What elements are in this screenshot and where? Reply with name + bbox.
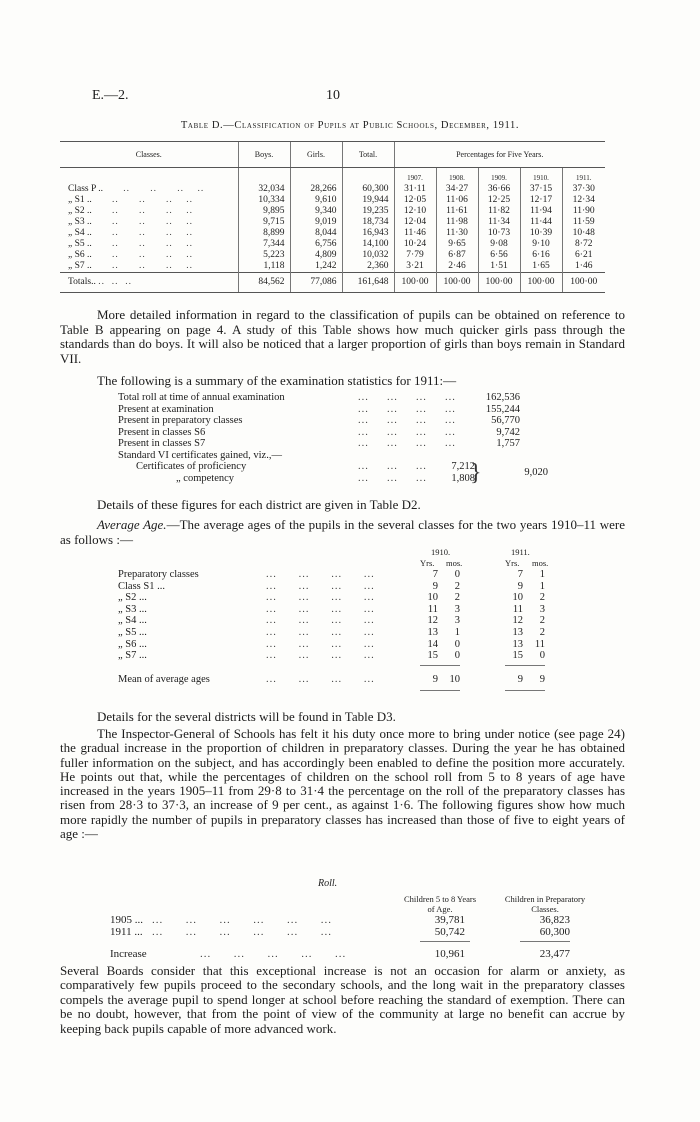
- age-row: Class S1 ... ... ... ... ... 9 2 9 1: [118, 580, 545, 592]
- class-label: „ S2 .. .. .. .. ..: [68, 205, 193, 216]
- age-value: 11: [427, 603, 438, 615]
- table-row: [60, 217, 605, 228]
- age-class-label: „ S4 ...: [118, 615, 147, 627]
- year-label: 1911.: [562, 168, 605, 184]
- class-label: „ S3 .. .. .. .. ..: [68, 216, 193, 227]
- percentage-value: 37·15: [520, 184, 562, 195]
- roll-children: 50,742: [434, 926, 465, 938]
- percentage-value: 11·90: [562, 206, 605, 217]
- certificates-total: 9,020: [524, 467, 548, 478]
- age-class-label: „ S6 ...: [118, 638, 147, 650]
- percentage-value: 10·48: [562, 228, 605, 239]
- roll-preparatory: 36,823: [539, 914, 570, 926]
- age-row: „ S6 ... ... ... ... ... 14 0 13 11: [118, 638, 545, 650]
- summary-row: Present in classes S6 ... ... ... ... 9,742: [118, 426, 520, 438]
- roll-row: 1911 ... ... ... ... ... ... ... 50,742 60,300: [110, 926, 570, 938]
- class-name: „ S1 ..: [68, 194, 92, 205]
- unit-mos: mos.: [532, 558, 549, 568]
- girls-value: 6,756: [290, 239, 342, 250]
- percentage-value: 11·82: [478, 206, 520, 217]
- age-class-label: „ S7 ...: [118, 650, 147, 662]
- unit-mos: mos.: [446, 558, 463, 568]
- age-row: „ S2 ... ... ... ... ... 10 2 10 2: [118, 592, 545, 604]
- age-value: 14: [427, 638, 438, 650]
- girls-value: 8,044: [290, 228, 342, 239]
- boys-value: 32,034: [238, 184, 290, 195]
- boys-value: 8,899: [238, 228, 290, 239]
- summary-value: 56,770: [491, 415, 520, 426]
- total-value: 60,300: [342, 184, 394, 195]
- class-label: „ S5 .. .. .. .. ..: [68, 238, 193, 249]
- percentage-value: 2·46: [436, 261, 478, 273]
- class-name: „ S7 ..: [68, 260, 92, 271]
- percentage-value: 11·59: [562, 217, 605, 228]
- age-value: 13: [512, 638, 523, 650]
- col-classes: Classes.: [60, 142, 238, 168]
- table-header-row: [60, 142, 605, 168]
- age-value: 2: [539, 626, 545, 638]
- totals-pct: 100·00: [394, 272, 436, 292]
- roll-col-children: Children 5 to 8 Years of Age.: [403, 894, 476, 914]
- girls-value: 28,266: [290, 184, 342, 195]
- percentage-value: 11·06: [436, 195, 478, 206]
- mean-value: 9: [432, 674, 438, 685]
- age-class-label: Preparatory classes: [118, 569, 199, 580]
- totals-pct: 100·00: [520, 272, 562, 292]
- percentage-value: 12·25: [478, 195, 520, 206]
- age-class-label: Class S1 ...: [118, 580, 165, 592]
- age-row: „ S4 ... ... ... ... ... 12 3 12 2: [118, 615, 545, 627]
- age-row: „ S7 ... ... ... ... ... 15 0 15 0: [118, 650, 545, 662]
- totals-girls: 77,086: [290, 272, 342, 292]
- report-reference: E.—2.: [92, 88, 129, 103]
- total-value: 2,360: [342, 261, 394, 273]
- year-label: 1910.: [520, 168, 562, 184]
- percentage-value: 11·61: [436, 206, 478, 217]
- percentage-value: 11·44: [520, 217, 562, 228]
- age-value: 2: [454, 592, 460, 604]
- col-percentages: Percentages for Five Years.: [394, 142, 605, 168]
- examination-summary: Total roll at time of annual examination ... ... ... ... 162,536 Present at examination ... ... ... ... 155,244 Present in preparatory classes ... ... ... ... 56,770 Present in classes S6 ... ... ... ... 9,742 Present in classes S7 ... ... ... ... 1,757 Standard VI certificates gained, viz.,— Certificates of proficiency ... ... ... 7,212 „ competency ... ... ... 1,808 } 9,020: [118, 392, 558, 484]
- summary-label: Present in classes S6: [118, 426, 206, 438]
- paragraph-classification: More detailed information in regard to the classification of pupils can be obtained on reference to Table B appearing on page 4. A study of this Table shows how much quicker girls pass through the standards than do boys. It will also be noticed that a larger proportion of girls than boys remain in Standard VII.: [60, 307, 625, 366]
- col-boys: Boys.: [238, 142, 290, 168]
- col-total: Total.: [342, 142, 394, 168]
- percentage-value: 1·51: [478, 261, 520, 273]
- summary-label: Present at examination: [118, 403, 214, 415]
- year-label: 1907.: [394, 168, 436, 184]
- age-value: 3: [539, 603, 545, 615]
- percentage-value: 6·87: [436, 250, 478, 261]
- summary-row: Total roll at time of annual examination ... ... ... ... 162,536: [118, 392, 520, 403]
- increase-row: Increase ... ... ... ... ... 10,961 23,477: [110, 948, 570, 960]
- percentage-value: 11·34: [478, 217, 520, 228]
- age-value: 13: [427, 626, 438, 638]
- table-row: [60, 206, 605, 217]
- year-label: 1908.: [436, 168, 478, 184]
- summary-intro: The following is a summary of the examination statistics for 1911:—: [97, 373, 457, 388]
- percentage-value: 3·21: [394, 261, 436, 273]
- summary-value: 155,244: [485, 403, 520, 415]
- percentage-value: 11·30: [436, 228, 478, 239]
- mean-age-row: Mean of average ages ... ... ... ... 9 10 9 9: [118, 674, 545, 685]
- girls-value: 1,242: [290, 261, 342, 273]
- boys-value: 9,715: [238, 217, 290, 228]
- age-value: 0: [454, 638, 460, 650]
- year-label: 1909.: [478, 168, 520, 184]
- mean-age-label: Mean of average ages: [118, 674, 210, 685]
- percentage-value: 7·79: [394, 250, 436, 261]
- table-caption: Table D.—Classification of Pupils at Public Schools, December, 1911.: [180, 120, 520, 131]
- percentage-value: 6·16: [520, 250, 562, 261]
- summary-row: Present in preparatory classes ... ... ... ... 56,770: [118, 415, 520, 426]
- mean-value: 9: [517, 674, 523, 685]
- percentage-value: 10·39: [520, 228, 562, 239]
- table-row: [60, 195, 605, 206]
- age-value: 1: [539, 569, 545, 580]
- paragraph-d3: Details for the several districts will be found in Table D3.: [97, 709, 396, 724]
- summary-value: 9,742: [496, 426, 520, 438]
- total-value: 10,032: [342, 250, 394, 261]
- proficiency-value: 7,212: [451, 461, 475, 472]
- percentage-value: 36·66: [478, 184, 520, 195]
- total-value: 14,100: [342, 239, 394, 250]
- roll-preparatory: 60,300: [539, 926, 570, 938]
- percentage-value: 11·46: [394, 228, 436, 239]
- age-value: 10: [427, 592, 438, 604]
- paragraph-boards: Several Boards consider that this exceptional increase is not an occasion for alarm or anxiety, as comparatively few pupils proceed to the secondary schools, and the long wait in the preparatory classes compels the average pupil to spend longer at school before reaching the standard of exemption. There can be no doubt, however, that from the point of view of the community at large no benefit can accrue by keeping back pupils capable of more advanced work.: [60, 963, 625, 1036]
- class-name: „ S5 ..: [68, 238, 92, 249]
- age-value: 2: [454, 580, 460, 592]
- roll-row: 1905 ... ... ... ... ... ... ... 39,781 36,823: [110, 914, 570, 926]
- boys-value: 5,223: [238, 250, 290, 261]
- percentage-value: 12·34: [562, 195, 605, 206]
- class-name: „ S6 ..: [68, 249, 92, 260]
- table-row: [60, 239, 605, 250]
- competency-row: „ competency ... ... ... 1,808: [176, 472, 475, 484]
- page-header: [92, 88, 572, 108]
- table-row: [60, 261, 605, 273]
- age-value: 11: [512, 603, 523, 615]
- percentage-value: 10·73: [478, 228, 520, 239]
- percentage-value: 12·17: [520, 195, 562, 206]
- totals-row: Totals.. .. .. .. 84,562 77,086 161,648 100·00 100·00 100·00 100·00 100·00: [60, 272, 605, 292]
- age-value: 12: [512, 615, 523, 627]
- mean-value: 10: [449, 674, 460, 685]
- percentage-value: 1·46: [562, 261, 605, 273]
- age-value: 15: [427, 650, 438, 662]
- roll-year: 1911 ...: [110, 926, 143, 938]
- total-value: 16,943: [342, 228, 394, 239]
- summary-row: Present at examination ... ... ... ... 155,244: [118, 403, 520, 415]
- certificates-heading-row: [118, 450, 558, 462]
- paragraph-average-age: [60, 518, 625, 547]
- summary-label: Total roll at time of annual examination: [118, 392, 285, 403]
- competency-value: 1,808: [451, 472, 475, 484]
- percentage-value: 10·24: [394, 239, 436, 250]
- summary-value: 1,757: [496, 438, 520, 449]
- class-name: „ S3 ..: [68, 216, 92, 227]
- percentage-value: 6·21: [562, 250, 605, 261]
- page-number: 10: [326, 88, 340, 103]
- age-row: „ S3 ... ... ... ... ... 11 3 11 3: [118, 603, 545, 615]
- competency-label: „ competency: [176, 472, 235, 484]
- age-value: 9: [517, 580, 523, 592]
- total-value: 19,944: [342, 195, 394, 206]
- col-girls: Girls.: [290, 142, 342, 168]
- paragraph-d2: Details of these figures for each district are given in Table D2.: [97, 497, 421, 512]
- percentage-value: 12·10: [394, 206, 436, 217]
- class-label: „ S1 .. .. .. .. ..: [68, 194, 193, 205]
- table-row: [60, 184, 605, 195]
- age-class-label: „ S5 ...: [118, 626, 147, 638]
- roll-children: 39,781: [434, 914, 465, 926]
- summary-label: Present in classes S7: [118, 438, 206, 449]
- boys-value: 7,344: [238, 239, 290, 250]
- age-value: 0: [454, 650, 460, 662]
- class-name: Class P ..: [68, 183, 104, 194]
- year-1910: 1910.: [431, 547, 451, 557]
- age-value: 10: [512, 592, 523, 604]
- girls-value: 9,019: [290, 217, 342, 228]
- roll-year: 1905 ...: [110, 914, 143, 926]
- percentage-value: 12·04: [394, 217, 436, 228]
- age-value: 2: [539, 592, 545, 604]
- proficiency-row: Certificates of proficiency ... ... ... 7,212: [136, 461, 475, 472]
- age-value: 1: [539, 580, 545, 592]
- totals-pct: 100·00: [562, 272, 605, 292]
- proficiency-label: Certificates of proficiency: [136, 461, 247, 472]
- percentage-value: 31·11: [394, 184, 436, 195]
- average-age-text: —The average ages of the pupils in the several classes for the two years 1910–11 were as follows :—: [60, 517, 625, 547]
- age-value: 1: [454, 626, 460, 638]
- boys-value: 9,895: [238, 206, 290, 217]
- table-row: [60, 250, 605, 261]
- boys-value: 1,118: [238, 261, 290, 273]
- class-label: „ S6 .. .. .. .. ..: [68, 249, 193, 260]
- age-value: 11: [534, 638, 545, 650]
- totals-label: Totals..: [68, 276, 96, 287]
- percentage-value: 37·30: [562, 184, 605, 195]
- increase-children: 10,961: [434, 948, 465, 960]
- increase-preparatory: 23,477: [539, 948, 570, 960]
- percentage-value: 9·10: [520, 239, 562, 250]
- summary-value: 162,536: [485, 392, 520, 403]
- girls-value: 9,610: [290, 195, 342, 206]
- age-value: 2: [539, 615, 545, 627]
- roll-col-preparatory: Children in Preparatory Classes.: [504, 894, 586, 914]
- percentage-value: 12·05: [394, 195, 436, 206]
- total-value: 19,235: [342, 206, 394, 217]
- mean-value: 9: [539, 674, 545, 685]
- totals-total: 161,648: [342, 272, 394, 292]
- age-value: 3: [454, 615, 460, 627]
- age-value: 12: [427, 615, 438, 627]
- totals-pct: 100·00: [478, 272, 520, 292]
- percentage-value: 8·72: [562, 239, 605, 250]
- class-label: „ S4 .. .. .. .. ..: [68, 227, 193, 238]
- average-age-heading: Average Age.: [97, 517, 167, 532]
- age-value: 15: [512, 650, 523, 662]
- classification-table: [60, 141, 605, 293]
- totals-pct: 100·00: [436, 272, 478, 292]
- age-row: Preparatory classes ... ... ... ... 7 0 7 1: [118, 569, 545, 580]
- total-value: 18,734: [342, 217, 394, 228]
- paragraph-inspector: The Inspector-General of Schools has felt it his duty once more to bring under notice (see page 24) the gradual increase in the proportion of children in preparatory classes. During the year he has obtained fuller information on the subject, and has accordingly been enabled to define the position more accurately. He points out that, while the percentages of children on the school roll from 5 to 8 years of age have increased in the years 1905–11 from 29·8 to 31·4 the percentage on the roll of the preparatory classes has risen from 28·3 to 37·3, an increase of 9 per cent., as against 1·6. The following figures show how much more rapidly the number of pupils in preparatory classes has increased than those of five to eight years of age :—: [60, 726, 625, 842]
- percentage-value: 9·65: [436, 239, 478, 250]
- year-row: [60, 168, 605, 184]
- age-value: 13: [512, 626, 523, 638]
- age-value: 7: [517, 569, 523, 580]
- summary-row: Present in classes S7 ... ... ... ... 1,757: [118, 438, 520, 449]
- unit-yrs: Yrs.: [505, 558, 520, 568]
- age-value: 3: [454, 603, 460, 615]
- percentage-value: 1·65: [520, 261, 562, 273]
- age-value: 9: [432, 580, 438, 592]
- unit-yrs: Yrs.: [420, 558, 435, 568]
- percentage-value: 6·56: [478, 250, 520, 261]
- percentage-value: 11·98: [436, 217, 478, 228]
- table-row: [60, 228, 605, 239]
- increase-label: Increase: [110, 948, 147, 960]
- year-1911: 1911.: [511, 547, 530, 557]
- boys-value: 10,334: [238, 195, 290, 206]
- age-class-label: „ S2 ...: [118, 592, 147, 604]
- age-value: 7: [432, 569, 438, 580]
- age-class-label: „ S3 ...: [118, 603, 147, 615]
- class-label: Class P .. .. .. .. ..: [68, 183, 205, 194]
- age-row: „ S5 ... ... ... ... ... 13 1 13 2: [118, 626, 545, 638]
- girls-value: 4,809: [290, 250, 342, 261]
- percentage-value: 9·08: [478, 239, 520, 250]
- age-value: 0: [539, 650, 545, 662]
- age-value: 0: [454, 569, 460, 580]
- class-label: „ S7 .. .. .. .. ..: [68, 260, 193, 271]
- certificates-heading: Standard VI certificates gained, viz.,—: [118, 449, 282, 461]
- percentage-value: 34·27: [436, 184, 478, 195]
- class-name: „ S2 ..: [68, 205, 92, 216]
- summary-label: Present in preparatory classes: [118, 415, 243, 426]
- totals-boys: 84,562: [238, 272, 290, 292]
- class-name: „ S4 ..: [68, 227, 92, 238]
- percentage-value: 11·94: [520, 206, 562, 217]
- roll-heading: Roll.: [318, 878, 338, 889]
- girls-value: 9,340: [290, 206, 342, 217]
